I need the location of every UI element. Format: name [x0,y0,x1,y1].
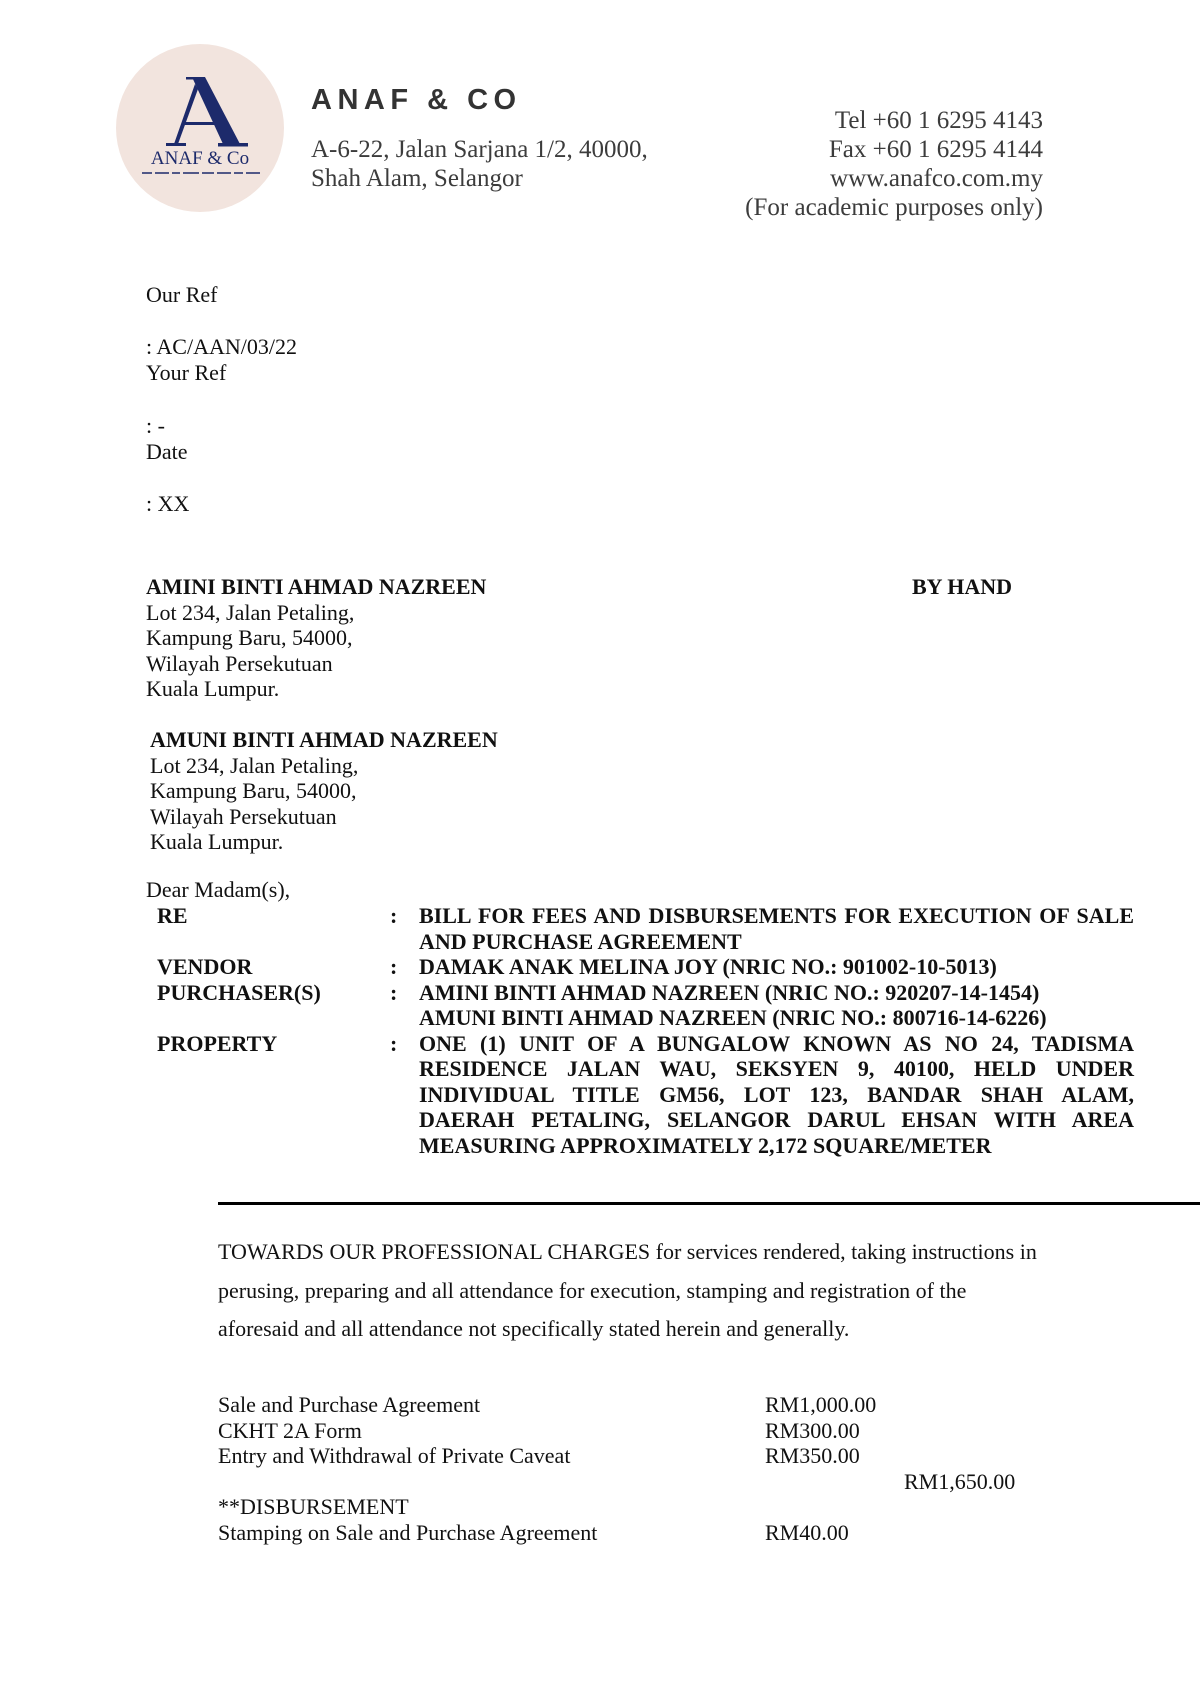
fees-subtotal-row [218,1469,1118,1495]
fee-description: Sale and Purchase Agreement [218,1392,481,1417]
salutation: Dear Madam(s), [146,877,291,902]
particular-separator: : [390,979,398,1005]
fees-list [218,1392,1118,1545]
contact-tel: Tel +60 1 6295 4143 [834,107,1043,134]
particular-value-line: AMINI BINTI AHMAD NAZREEN (NRIC NO.: 920207-14-1454) [419,979,1040,1005]
address-line: Shah Alam, Selangor [311,165,523,192]
logo-wordmark: ANAF & Co [150,148,250,169]
date-label: Date [146,438,188,464]
your-ref-value: : - [146,413,165,438]
particular-value [419,954,1134,980]
recipient-block [146,574,486,702]
your-ref-label: Your Ref [146,359,227,385]
firm-name: ANAF & CO [311,84,522,116]
particular-value-line: BILL FOR FEES AND DISBURSEMENTS FOR EXECUTION OF SALE [419,903,1134,928]
contact-note: (For academic purposes only) [745,194,1043,221]
disbursement-description: Stamping on Sale and Purchase Agreement [218,1519,598,1545]
firm-address [311,135,648,193]
fee-row [218,1392,1118,1418]
firm-logo [116,44,284,212]
particular-value-line: AND PURCHASE AGREEMENT [419,928,742,954]
disbursement-heading-row [218,1494,1118,1520]
particular-value-line: AMUNI BINTI AHMAD NAZREEN (NRIC NO.: 800716-14-6226) [419,1005,1047,1030]
fee-amount: RM300.00 [765,1417,860,1443]
recipient-address-line: Kampung Baru, 54000, [150,778,357,803]
charges-paragraph [218,1233,1037,1349]
fee-description: Entry and Withdrawal of Private Caveat [218,1443,571,1468]
recipient-name: AMINI BINTI AHMAD NAZREEN [146,574,487,599]
recipient-block [150,727,498,855]
fee-row [218,1418,1118,1444]
recipient-address-line: Lot 234, Jalan Petaling, [146,599,355,625]
our-ref-label: Our Ref [146,282,218,307]
disbursement-heading: **DISBURSEMENT [218,1494,409,1519]
particular-separator: : [390,1030,398,1056]
particular-row-purchasers [0,980,1200,1031]
paragraph-line: TOWARDS OUR PROFESSIONAL CHARGES for services rendered, taking instructions in [218,1239,1037,1264]
contact-fax: Fax +60 1 6295 4144 [828,136,1043,163]
particular-value [419,903,1134,954]
particular-separator: : [390,903,398,928]
particular-row-re [0,903,1200,954]
particular-value-line: RESIDENCE JALAN WAU, SEKSYEN 9, 40100, HELD UNDER [419,1056,1134,1081]
contact-website: www.anafco.com.my [830,165,1043,192]
fee-amount: RM1,000.00 [765,1392,877,1417]
recipient-name: AMUNI BINTI AHMAD NAZREEN [150,727,498,752]
our-ref-value: : AC/AAN/03/22 [146,334,297,359]
particular-value-line: INDIVIDUAL TITLE GM56, LOT 123, BANDAR SHAH ALAM, [419,1081,1134,1107]
date-value: : XX [146,491,190,516]
recipient-address-line: Kampung Baru, 54000, [146,625,353,650]
fee-row [218,1443,1118,1469]
particular-label: RE [157,903,188,928]
particular-separator: : [390,954,398,979]
particular-label: PROPERTY [157,1030,278,1056]
particular-value-line: ONE (1) UNIT OF A BUNGALOW KNOWN AS NO 24, TADISMA [419,1030,1134,1056]
delivery-method: BY HAND [912,574,1013,599]
particular-value-line: DAMAK ANAK MELINA JOY (NRIC NO.: 901002-10-5013) [419,954,997,979]
paragraph-line: aforesaid and all attendance not specifically stated herein and generally. [218,1316,850,1341]
particular-value [419,1031,1134,1159]
section-divider [218,1202,1200,1205]
fee-amount: RM350.00 [765,1443,860,1468]
particulars-table [0,903,1200,1158]
disbursement-row [218,1520,1118,1546]
recipient-address-line: Wilayah Persekutuan [146,650,333,676]
particular-value [419,980,1134,1031]
particular-label: VENDOR [157,954,253,979]
disbursement-amount: RM40.00 [765,1519,849,1545]
particular-label: PURCHASER(S) [157,979,321,1005]
fee-description: CKHT 2A Form [218,1417,362,1443]
firm-contact [745,106,1043,222]
recipient-address-line: Kuala Lumpur. [150,829,284,854]
recipient-address-line: Wilayah Persekutuan [150,803,337,829]
particular-row-vendor [0,954,1200,980]
address-line: A-6-22, Jalan Sarjana 1/2, 40000, [311,136,648,163]
paragraph-line: perusing, preparing and all attendance for execution, stamping and registration of the [218,1277,967,1303]
fees-subtotal: RM1,650.00 [904,1468,1016,1494]
recipient-address-line: Lot 234, Jalan Petaling, [150,752,359,778]
recipient-address-line: Kuala Lumpur. [146,676,280,701]
logo-circle-background [116,44,284,212]
particular-value-line: DAERAH PETALING, SELANGOR DARUL EHSAN WITH AREA [419,1107,1134,1132]
particular-value-line: MEASURING APPROXIMATELY 2,172 SQUARE/METER [419,1132,992,1158]
particular-row-property [0,1031,1200,1159]
